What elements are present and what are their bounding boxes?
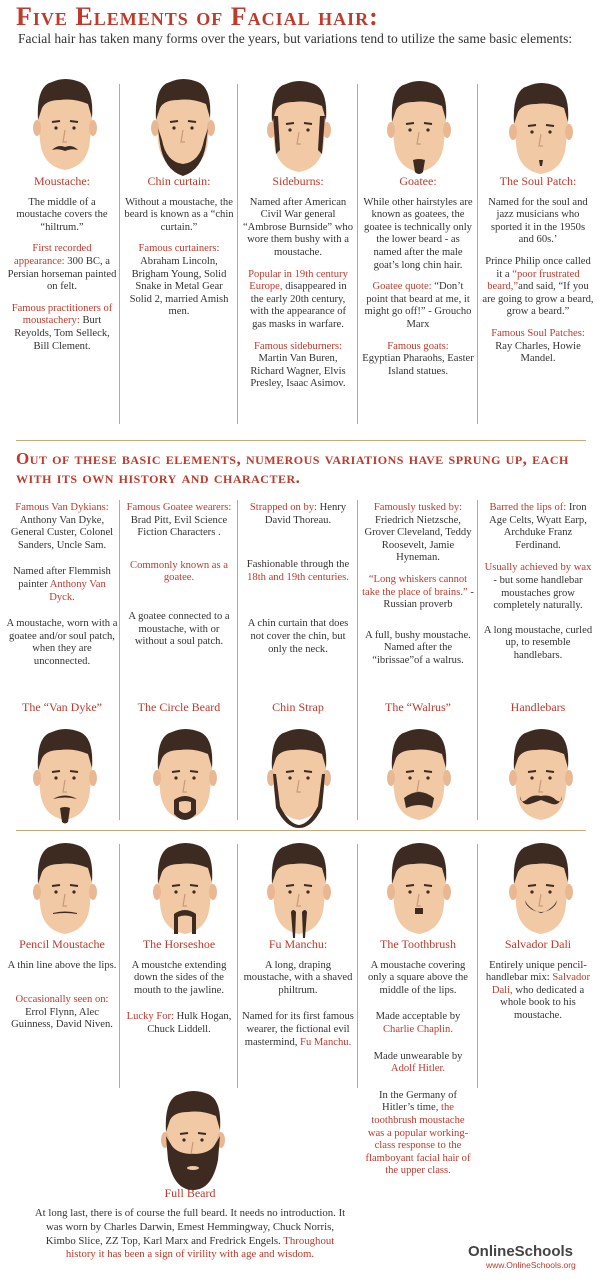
logo-brand: OnlineSchools — [468, 1243, 574, 1260]
variation-name: The “Van Dyke” — [22, 700, 102, 714]
variation-famous: Strapped on by: Henry David Thoreau. — [249, 502, 347, 526]
element-name: Moustache: — [34, 174, 90, 188]
sideburns-head-icon — [264, 80, 334, 180]
onlineschools-logo[interactable] — [468, 1243, 592, 1270]
element-name: Goatee: — [399, 174, 437, 188]
variation-famous: Lucky For: Hulk Hogan, Chuck Liddell. — [126, 1011, 232, 1035]
variation-name: Chin Strap — [272, 700, 324, 714]
variation-name: The “Walrus” — [385, 700, 451, 714]
element-sideburns — [242, 175, 354, 400]
full-beard-desc: At long last, there is of course the full beard. It needs no introduction. It was worn by Charles Darwin, Emest Hemmingway, Chuck Norris, Kimbo Slice, ZZ Top, Karl Marx and Fredrick Engels. Throughout history it has been a sign of virility with age and wisdom. — [34, 1207, 346, 1261]
variation-note: Made unwearable by Adolf Hitler. — [373, 1050, 463, 1075]
variation-fu-manchu — [242, 938, 354, 1058]
variation-famous: Famously tusked by: Friedrich Nietzsche, Grover Cleveland, Teddy Roosevelt, Jamie Hyneman. — [364, 502, 472, 564]
divider — [119, 84, 120, 424]
section-title: Out of these basic elements, numerous variations have sprung up, each with its own history and character. — [16, 449, 569, 487]
variation-desc: A moustche extending down the sides of the mouth to the jawline. — [131, 959, 227, 996]
variation-name: Full Beard — [164, 1186, 216, 1200]
toothbrush-head-icon — [384, 842, 454, 942]
element-soul-patch — [482, 175, 594, 375]
element-note: Prince Philip once called it a “poor frustrated beard,”and said, “If you are going to grow a beard, grow a beard.” — [482, 255, 594, 318]
element-note: Famous practitioners of moustachery: Burt Reyolds, Tom Selleck, Bill Clement. — [11, 302, 113, 352]
element-note: Popular in 19th century Europe, disappeared in the early 20th century, with the appearance of gas masks in warfare. — [248, 268, 348, 330]
variation-origin: Commonly known as a goatee. — [130, 559, 228, 584]
variation-walrus — [362, 502, 474, 677]
variation-name: Fu Manchu: — [268, 937, 328, 951]
variation-note: In the Germany of Hitler’s time, the toothbrush moustache was a popular working-class response to the flamboyant facial hair of the upper class. — [365, 1089, 471, 1177]
divider — [477, 84, 478, 424]
variation-famous: Famous Goatee wearers: Brad Pitt, Evil Science Fiction Characters . — [126, 502, 232, 539]
element-goatee — [362, 175, 474, 387]
divider — [119, 844, 120, 1088]
salvador-dali-head-icon — [506, 842, 576, 942]
variation-desc: A thin line above the lips. — [7, 959, 117, 971]
element-desc: Named after American Civil War general “Ambrose Burnside” who wore them bushy with a moustache. — [242, 196, 354, 258]
element-note: Famous curtainers: Abraham Lincoln, Brigham Young, Solid Snake in Metal Gear Solid 2, married Amish men. — [129, 243, 229, 318]
element-note: Famous Soul Patches: Ray Charles, Howie Mandel. — [491, 327, 585, 365]
element-desc: While other hairstyles are known as goatees, the goatee is technically only the lower beard - as named after the male goat’s long chin hair. — [363, 196, 473, 271]
variation-van-dyke — [6, 502, 118, 678]
variation-name: The Toothbrush — [380, 937, 456, 951]
element-moustache — [6, 175, 118, 362]
variation-origin: Usually achieved by wax - but some handlebar moustaches grow completely naturally. — [484, 562, 592, 612]
divider — [119, 500, 120, 820]
divider — [237, 500, 238, 820]
horseshoe-head-icon — [150, 842, 220, 942]
divider — [237, 844, 238, 1088]
variation-horseshoe — [123, 938, 235, 1046]
logo-url: www.OnlineSchools.org — [486, 1260, 576, 1270]
element-desc: Without a moustache, the beard is known as a “chin curtain.” — [124, 196, 234, 233]
element-note: Famous sideburners: Martin Van Buren, Richard Wagner, Elvis Presley, Isaac Asimov. — [250, 340, 346, 390]
element-name: The Soul Patch: — [499, 174, 577, 188]
variation-famous: Famous Van Dykians: Anthony Van Dyke, General Custer, Colonel Sanders, Uncle Sam. — [10, 502, 114, 551]
section-divider — [16, 830, 586, 831]
van-dyke-head-icon — [30, 728, 100, 828]
page-subtitle: Facial hair has taken many forms over the years, but variations tend to utilize the same basic elements: — [18, 31, 573, 46]
element-desc: Named for the soul and jazz musicians who sported it in the 1950s and 60s.’ — [488, 196, 588, 246]
chin-strap-head-icon — [264, 728, 334, 828]
circle-beard-head-icon — [150, 728, 220, 828]
variation-desc: A moustache covering only a square above the middle of the lips. — [367, 959, 468, 996]
variation-name: The Horseshoe — [142, 937, 216, 951]
variation-origin: Named after Flemmish painter Anthony Van Dyck. — [13, 566, 111, 603]
element-name: Sideburns: — [272, 174, 324, 188]
divider — [477, 844, 478, 1088]
full-beard-head-icon — [158, 1090, 228, 1190]
element-chin-curtain — [123, 175, 235, 328]
variation-desc: A full, bushy moustache. Named after the “ibrissae”of a walrus. — [365, 629, 471, 666]
variation-name: Pencil Moustache — [19, 937, 105, 951]
pencil-moustache-head-icon — [30, 842, 100, 942]
fu-manchu-head-icon — [264, 842, 334, 942]
variation-famous: Occasionally seen on: Errol Flynn, Alec Guinness, David Niven. — [11, 994, 113, 1031]
variation-salvador-dali — [482, 938, 594, 1032]
divider — [357, 500, 358, 820]
soul-patch-head-icon — [506, 82, 576, 182]
chin-curtain-head-icon — [148, 78, 218, 178]
variation-name: Salvador Dali — [504, 937, 572, 951]
handlebars-head-icon — [506, 728, 576, 828]
variation-desc: A long, draping moustache, with a shaved philtrum. — [243, 959, 353, 996]
variation-desc: A chin curtain that does not cover the chin, but only the neck. — [247, 618, 349, 655]
divider — [477, 500, 478, 820]
variation-origin: Fashionable through the 18th and 19th centuries. — [246, 559, 350, 583]
variation-name: The Circle Beard — [137, 700, 221, 714]
variation-desc: Entirely unique pencil-handlebar mix: Salvador Dali, who dedicated a whole book to his moustache. — [485, 959, 591, 1021]
moustache-head-icon — [30, 78, 100, 178]
variation-quote: “Long whiskers cannot take the place of brains.” - Russian proverb — [362, 573, 474, 611]
divider — [237, 84, 238, 424]
divider — [357, 844, 358, 1088]
variation-name: Handlebars — [510, 700, 566, 714]
page-title: Five Elements of Facial hair: — [16, 2, 379, 31]
variation-pencil-moustache — [6, 938, 118, 1041]
variation-note: Made acceptable by Charlie Chaplin. — [375, 1011, 461, 1035]
variation-desc: A goatee connected to a moustache, with or without a soul patch. — [128, 610, 230, 648]
variation-desc: A moustache, worn with a goatee and/or soul patch, when they are unconnected. — [6, 618, 118, 667]
variation-circle-beard — [123, 502, 235, 658]
element-note: Goatee quote: “Don’t point that beard at me, it might go off!” - Groucho Marx — [364, 281, 472, 330]
variation-chin-strap — [242, 502, 354, 665]
divider — [357, 84, 358, 424]
section-divider — [16, 440, 586, 441]
element-desc: The middle of a moustache covers the “hiltrum.” — [16, 196, 108, 233]
variation-origin: Named for its first famous wearer, the fictional evil mastermind, Fu Manchu. — [242, 1011, 354, 1048]
walrus-head-icon — [384, 728, 454, 828]
variation-toothbrush — [362, 938, 474, 1187]
element-note: First recorded appearance: 300 BC, a Persian horseman painted on felt. — [7, 243, 117, 293]
goatee-head-icon — [384, 80, 454, 180]
element-name: Chin curtain: — [147, 174, 211, 188]
variation-desc: A long moustache, curled up, to resemble handlebars. — [483, 624, 593, 661]
variation-famous: Barred the lips of: Iron Age Celts, Wyatt Earp, Archduke Franz Ferdinand. — [489, 502, 587, 551]
variation-handlebars — [482, 502, 594, 672]
element-note: Famous goats: Egyptian Pharaohs, Easter Island statues. — [362, 340, 474, 377]
